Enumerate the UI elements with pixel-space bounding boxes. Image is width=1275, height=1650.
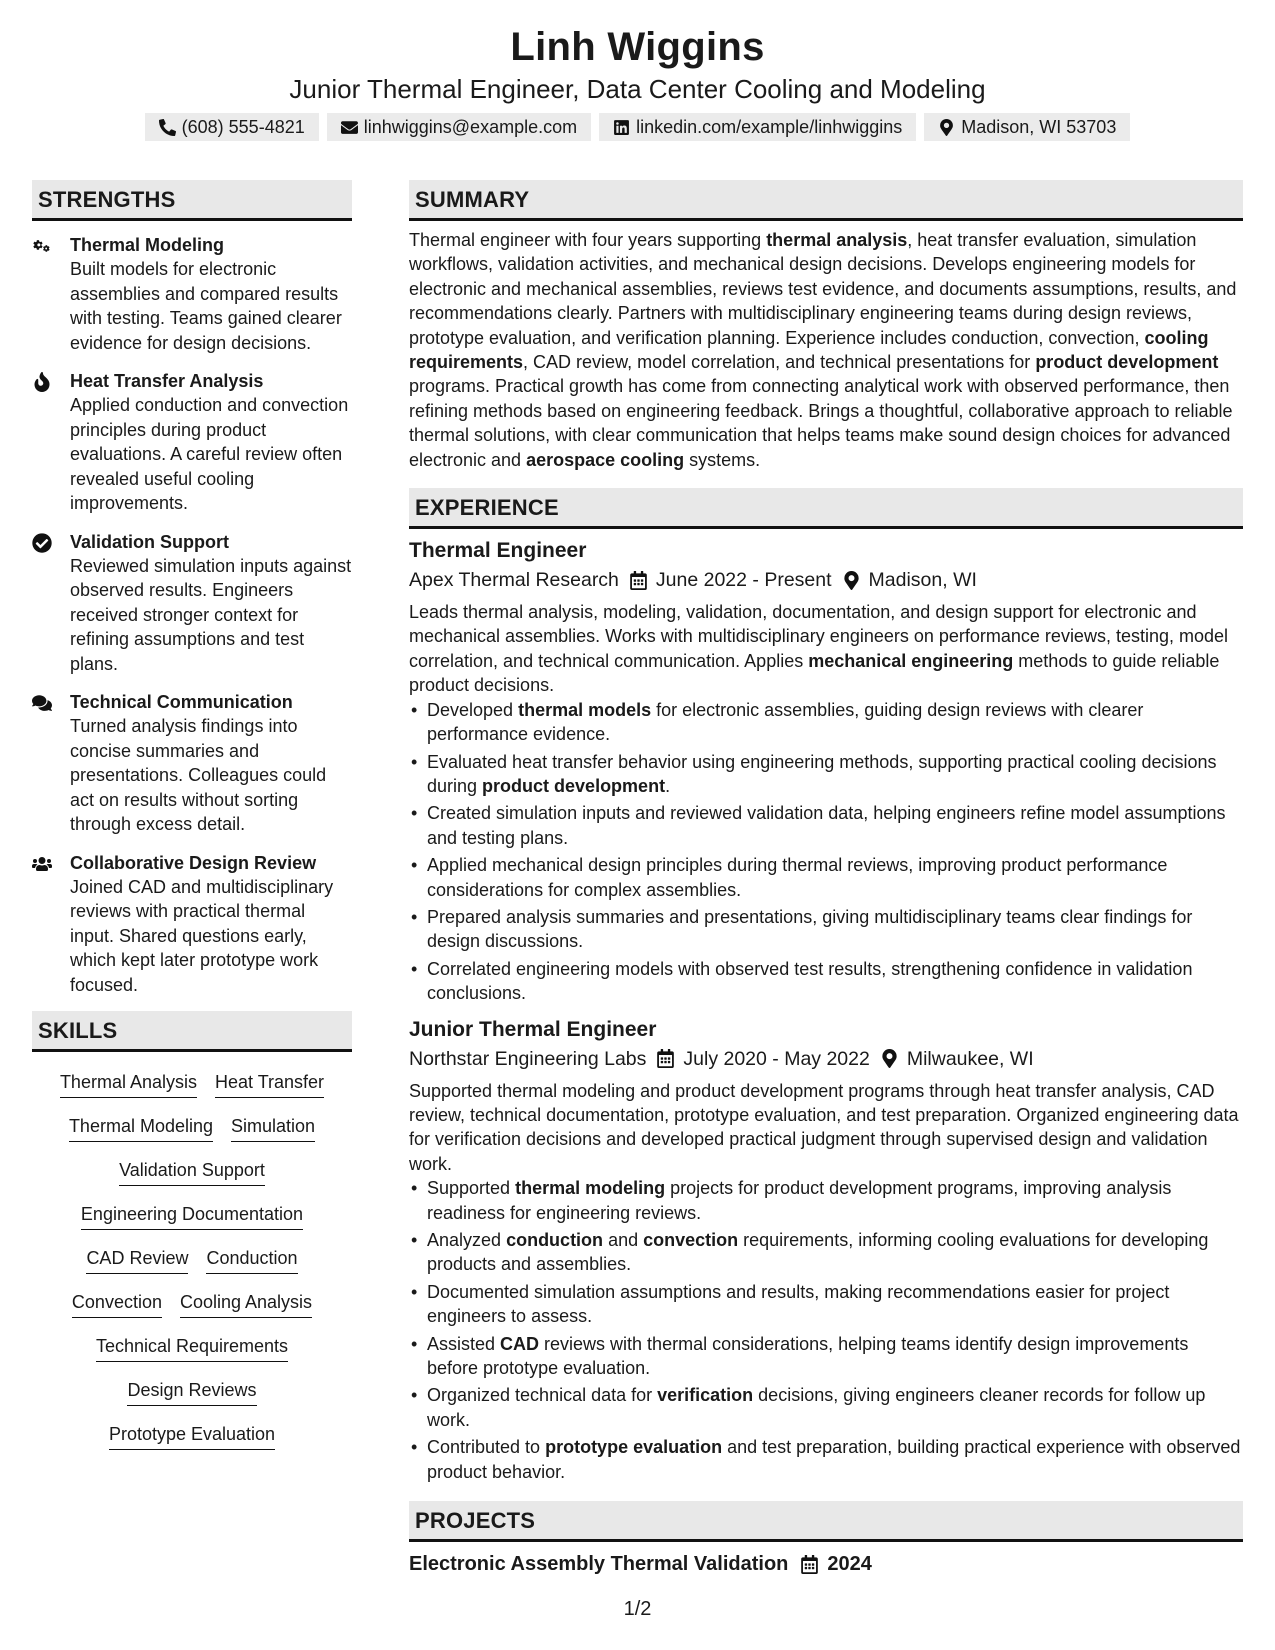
skill-tag: Prototype Evaluation bbox=[109, 1422, 275, 1450]
job-company: Northstar Engineering Labs bbox=[409, 1047, 647, 1070]
bullet-item: • Documented simulation assumptions and results, making recommendations easier for project engineers to assess. bbox=[409, 1280, 1243, 1329]
bullet-item: • Assisted CAD reviews with thermal considerations, helping teams identify design improvements before prototype evaluation. bbox=[409, 1332, 1243, 1381]
phone-text: (608) 555-4821 bbox=[181, 117, 305, 137]
strength-title: Thermal Modeling bbox=[70, 235, 225, 255]
job-location: Milwaukee, WI bbox=[906, 1047, 1034, 1070]
job-meta bbox=[409, 565, 1243, 595]
skill-tag: Engineering Documentation bbox=[81, 1202, 303, 1230]
strengths-heading: STRENGTHS bbox=[32, 180, 352, 221]
strength-text: Reviewed simulation inputs against observed results. Engineers received stronger context for refining assumptions and test plans. bbox=[70, 555, 352, 674]
location-text: Madison, WI 53703 bbox=[961, 117, 1117, 137]
bold-keyword: prototype evaluation bbox=[545, 1437, 723, 1458]
strength-title: Heat Transfer Analysis bbox=[70, 371, 264, 391]
contact-email[interactable] bbox=[327, 113, 591, 141]
email-text: linhwiggins@example.com bbox=[363, 117, 578, 137]
strength-text: Joined CAD and multidisciplinary reviews with practical thermal input. Shared questions early, which kept later prototype work focused. bbox=[70, 876, 334, 995]
right-column bbox=[409, 180, 1243, 1578]
phone-icon bbox=[159, 119, 176, 136]
strength-item bbox=[32, 690, 352, 837]
bold-keyword: cooling requirements bbox=[409, 327, 1209, 373]
bullet-item: • Contributed to prototype evaluation and test preparation, building practical experience with observed product behavior. bbox=[409, 1435, 1243, 1484]
skill-tag: Heat Transfer bbox=[215, 1070, 324, 1098]
bullet-item: • Evaluated heat transfer behavior using engineering methods, supporting practical cooling decisions during product development. bbox=[409, 750, 1243, 799]
map-marker-icon bbox=[938, 119, 955, 136]
map-marker-icon bbox=[842, 571, 861, 590]
strength-text: Turned analysis findings into concise summaries and presentations. Colleagues could act on results without sorting through excess detail. bbox=[70, 716, 327, 834]
skill-tag: Simulation bbox=[231, 1114, 315, 1142]
skills-heading: SKILLS bbox=[32, 1011, 352, 1052]
bullet-item: • Supported thermal modeling projects for product development programs, improving analysis readiness for engineering reviews. bbox=[409, 1176, 1243, 1225]
bold-keyword: aerospace cooling bbox=[526, 449, 685, 470]
strength-item bbox=[32, 233, 352, 355]
skill-tag: Conduction bbox=[206, 1246, 297, 1274]
bullet-item: • Prepared analysis summaries and presentations, giving multidisciplinary teams clear findings for design discussions. bbox=[409, 905, 1243, 954]
skill-tag: Thermal Analysis bbox=[60, 1070, 197, 1098]
bullet-item: • Analyzed conduction and convection requirements, informing cooling evaluations for developing products and assemblies. bbox=[409, 1228, 1243, 1277]
users-icon bbox=[32, 854, 52, 874]
skills-list bbox=[32, 1070, 352, 1450]
strength-item bbox=[32, 530, 352, 677]
envelope-icon bbox=[341, 119, 358, 136]
bold-keyword: convection bbox=[643, 1230, 739, 1250]
left-column bbox=[32, 180, 352, 1466]
linkedin-text: linkedin.com/example/linhwiggins bbox=[636, 117, 903, 137]
job-title: Junior Thermal Engineer bbox=[409, 1017, 657, 1041]
bullet-item: • Developed thermal models for electronic assemblies, guiding design reviews with clearer performance evidence. bbox=[409, 698, 1243, 747]
strength-title: Validation Support bbox=[70, 531, 230, 552]
bullet-item: • Correlated engineering models with observed test results, strengthening confidence in validation conclusions. bbox=[409, 957, 1243, 1006]
contact-location bbox=[924, 113, 1130, 141]
contact-phone[interactable] bbox=[145, 113, 319, 141]
bullet-item: • Created simulation inputs and reviewed validation data, helping engineers refine model assumptions and testing plans. bbox=[409, 801, 1243, 850]
summary-text: Thermal engineer with four years supporting thermal analysis, heat transfer evaluation, simulation workflows, validation activities, and mechanical design decisions. Develops engineering models for electronic and mechanical assemblies, reviews test evidence, and documents assumptions, results, and recommendations clearly. Partners with multidisciplinary engineering teams during design reviews, prototype evaluation, and verification planning. Experience includes conduction, convection, cooling requirements, CAD review, model correlation, and technical presentations for product development programs. Practical growth has come from connecting analytical work with observed performance, then refining methods based on engineering feedback. Brings a thoughtful, collaborative approach to reliable thermal solutions, with clear communication that helps teams make sound design choices for advanced electronic and aerospace cooling systems. bbox=[409, 230, 1237, 470]
bold-keyword: verification bbox=[657, 1385, 754, 1406]
strength-item bbox=[32, 851, 352, 998]
skill-tag: CAD Review bbox=[86, 1246, 188, 1274]
bold-keyword: thermal models bbox=[518, 699, 652, 720]
skill-tag: Technical Requirements bbox=[96, 1334, 288, 1362]
job-dates: July 2020 - May 2022 bbox=[683, 1047, 870, 1070]
job-entry bbox=[409, 537, 1243, 1006]
check-circle-icon bbox=[32, 533, 52, 553]
job-description: Leads thermal analysis, modeling, validation, documentation, and design support for electronic and mechanical assemblies. Works with multidisciplinary engineers on performance reviews, testing, model correlation, and technical communication. Applies mechanical engineering methods to guide reliable product decisions. bbox=[409, 602, 1229, 696]
linkedin-icon bbox=[613, 119, 630, 136]
job-bullets bbox=[409, 698, 1243, 1006]
job-meta bbox=[409, 1044, 1243, 1074]
bold-keyword: conduction bbox=[506, 1230, 604, 1250]
job-company: Apex Thermal Research bbox=[409, 569, 619, 592]
job-title: Thermal Engineer bbox=[409, 539, 587, 563]
contact-bar bbox=[0, 113, 1275, 141]
job-dates: June 2022 - Present bbox=[655, 569, 832, 592]
strengths-list bbox=[32, 233, 352, 997]
strength-title: Collaborative Design Review bbox=[70, 852, 317, 873]
bold-keyword: product development bbox=[482, 775, 666, 796]
map-marker-icon bbox=[880, 1049, 899, 1068]
project-entry bbox=[409, 1550, 1243, 1578]
calendar-icon bbox=[800, 1555, 819, 1574]
skill-tag: Cooling Analysis bbox=[180, 1290, 312, 1318]
summary-heading: SUMMARY bbox=[409, 180, 1243, 221]
experience-heading: EXPERIENCE bbox=[409, 488, 1243, 529]
project-year: 2024 bbox=[827, 1553, 872, 1576]
bold-keyword: mechanical engineering bbox=[808, 650, 1014, 671]
job-location: Madison, WI bbox=[868, 569, 977, 592]
comments-icon bbox=[32, 693, 52, 713]
calendar-icon bbox=[629, 571, 648, 590]
page-number: 1/2 bbox=[623, 1598, 652, 1620]
project-title: Electronic Assembly Thermal Validation bbox=[409, 1553, 789, 1576]
bold-keyword: CAD bbox=[500, 1333, 540, 1354]
skill-tag: Validation Support bbox=[119, 1158, 265, 1186]
job-bullets bbox=[409, 1176, 1243, 1484]
bold-keyword: product development bbox=[1035, 352, 1219, 373]
skill-tag: Thermal Modeling bbox=[69, 1114, 213, 1142]
bold-keyword: thermal modeling bbox=[515, 1178, 666, 1199]
resume-header bbox=[0, 0, 1275, 141]
bullet-item: • Applied mechanical design principles during thermal reviews, improving product performance considerations for complex assemblies. bbox=[409, 853, 1243, 902]
candidate-name: Linh Wiggins bbox=[510, 25, 765, 69]
strength-text: Built models for electronic assemblies and compared results with testing. Teams gained clearer evidence for design decisions. bbox=[70, 259, 342, 353]
gears-icon bbox=[32, 236, 52, 256]
contact-linkedin[interactable] bbox=[599, 113, 916, 141]
fire-icon bbox=[32, 372, 52, 392]
projects-heading: PROJECTS bbox=[409, 1501, 1243, 1542]
bullet-item: • Organized technical data for verification decisions, giving engineers cleaner records for follow up work. bbox=[409, 1383, 1243, 1432]
candidate-title: Junior Thermal Engineer, Data Center Cooling and Modeling bbox=[289, 74, 986, 104]
job-entry bbox=[409, 1016, 1243, 1485]
bold-keyword: thermal analysis bbox=[766, 230, 908, 250]
strength-text: Applied conduction and convection principles during product evaluations. A careful review often revealed useful cooling improvements. bbox=[70, 395, 349, 513]
skill-tag: Convection bbox=[72, 1290, 162, 1318]
job-description: Supported thermal modeling and product development programs through heat transfer analysis, CAD review, technical documentation, prototype evaluation, and test preparation. Organized engineering data for verification decisions and developed practical judgment through supervised design and validation work. bbox=[409, 1080, 1239, 1174]
skill-tag: Design Reviews bbox=[127, 1378, 256, 1406]
strength-item bbox=[32, 369, 352, 516]
calendar-icon bbox=[656, 1049, 675, 1068]
strength-title: Technical Communication bbox=[70, 692, 293, 712]
